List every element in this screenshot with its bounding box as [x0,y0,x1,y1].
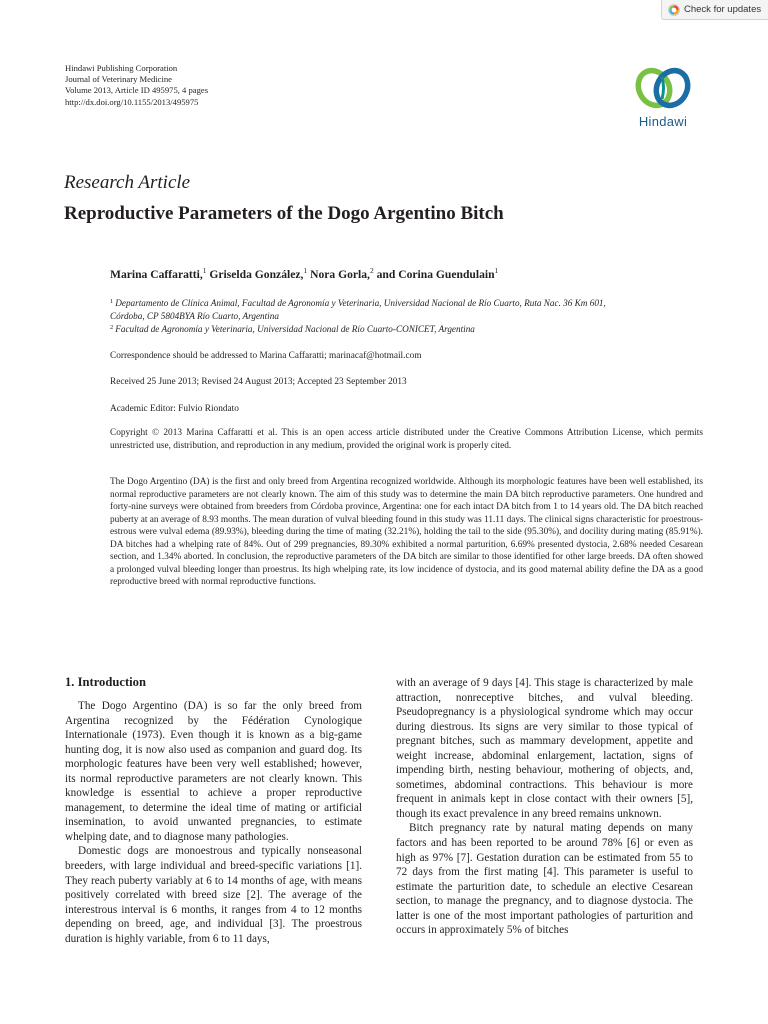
paragraph: Domestic dogs are monoestrous and typically nonseasonal breeders, with large individual and breed-specific variations [1]. They reach puberty variably at 6 to 14 months of age, with means positively correlated with breed size [2]. The average of the interestrous interval is 6 months, it ranges from 4 to 12 months depending on breed, age, and individual [3]. The proestrous duration is highly variable, from 6 to 11 days, [65,845,362,945]
affiliation-mark: 2 [110,324,114,331]
abstract: The Dogo Argentino (DA) is the first and only breed from Argentina recognized worldwide. Although its morphologic features have been well established, its normal reproductive parameters are not clearly known. The aim of this study was to determine the main DA bitch reproductive parameters. One hundred and forty-nine surveys were obtained from breeders from Córdoba province, Argentina: one for each intact DA bitch from 1 to 14 years old. The DA bitch reached puberty at an average of 8.93 months. The mean duration of vulval bleeding found in this study was 11.11 days. The clinical signs characteristic for proestrous-estrous were vulval edema (89.93%), bleeding during the time of mating (32.21%), holding the tail to the side (95.30%), and docility during mating (85.91%). DA bitches had a whelping rate of 84%. Out of 299 pregnancies, 89.30% exhibited a normal parturition, 6.69% presented dystocia, 2.68% needed Cesarean section, and 1.34% aborted. In conclusion, the reproductive parameters of the DA bitch are similar to those identified for other large breeds. DA often showed a prolonged vulval bleeding longer than proestrus. Its high whelping rate, its low incidence of dystocia, and its good maternal ability define the DA as a good reproductive breed with normal reproductive functions. [110,477,703,588]
article-type: Research Article [64,172,191,193]
affiliation-1 [110,296,710,336]
volume-line: Volume 2013, Article ID 495975, 4 pages [65,85,209,96]
paragraph: with an average of 9 days [4]. This stage is characterized by male attraction, nonreceptive bitches, and vulval bleeding. Pseudopregnancy is a physiological syndrome which may occur during diestrous. Its signs are very similar to those typical of pregnant bitches, such as mammary development, appetite and weight increase, abdominal enlargement, lactation, signs of impending birth, nesting behaviour, mothering of objects, and, sometimes, abdominal contractions. This behaviour is more frequent in animals kept in close contact with their owners [5], though its exact prevalence in any breed remains unknown. [396,677,693,820]
author-affiliation-mark: 1 [303,266,308,275]
crossmark-icon [668,4,680,16]
correspondence: Correspondence should be addressed to Marina Caffaratti; marinacaf@hotmail.com [110,351,422,361]
author-name: Marina Caffaratti, [110,268,203,281]
left-column [65,699,362,946]
author-name: Griselda González, [206,268,304,281]
journal-header [65,63,208,108]
paragraph: Bitch pregnancy rate by natural mating depends on many factors and has been reported to be around 78% [6] or even as high as 97% [7]. Gestation duration can be estimated from 55 to 72 days from the first mating [4]. This parameter is useful to estimate the parturition date, to schedule an elective Cesarean section, to manage the pregnancy, and to diagnose dystocia. The latter is one of the most important pathologies of parturition and occurs in approximately 5% of bitches [396,822,693,937]
affiliation-mark: 1 [110,298,114,305]
author-list [110,266,498,281]
author-name: and Corina Guendulain [373,268,495,281]
publisher-line: Hindawi Publishing Corporation [65,63,178,73]
received-dates: Received 25 June 2013; Revised 24 August 2013; Accepted 23 September 2013 [110,377,407,387]
hindawi-logo-text: Hindawi [638,114,688,129]
author-affiliation-mark: 1 [494,266,499,275]
copyright-notice: Copyright © 2013 Marina Caffaratti et al. This is an open access article distributed under the Creative Commons Attribution License, which permits unrestricted use, distribution, and reproduction in any medium, provided the original work is properly cited. [110,428,703,451]
paragraph: The Dogo Argentino (DA) is so far the only breed from Argentina recognized by the Fédération Cynologique Internationale (1973). Even though it is known as a big-game hunting dog, it is now also used as companion and guard dog. Its morphologic features have been very well established; however, its normal reproductive parameters are not clearly known. This knowledge is essential to achieve a proper reproductive management, to determine the ideal time of mating or artificial insemination, to avoid unwanted pregnancies, to estimate whelping date, and to diagnose many pathologies. [65,700,362,843]
author-name: Nora Gorla, [307,268,370,281]
paper-title: Reproductive Parameters of the Dogo Argentino Bitch [64,203,504,224]
section-heading-introduction: 1. Introduction [65,675,146,689]
author-affiliation-mark: 1 [202,266,207,275]
right-column [396,676,693,938]
affiliation-line: Departamento de Clínica Animal, Facultad de Agronomía y Veterinaria, Universidad Nacional de Río Cuarto, Ruta Nac. 36 Km 601, [115,298,606,308]
author-affiliation-mark: 2 [369,266,374,275]
affiliation-line: Facultad de Agronomía y Veterinaria, Universidad Nacional de Río Cuarto-CONICET, Argentina [115,324,475,334]
academic-editor: Academic Editor: Fulvio Riondato [110,404,239,414]
doi-link[interactable]: http://dx.doi.org/10.1155/2013/495975 [65,96,199,107]
hindawi-rings-icon [618,64,708,114]
journal-name: Journal of Veterinary Medicine [65,74,172,85]
affiliation-line: Córdoba, CP 5804BYA Río Cuarto, Argentina [110,310,279,321]
check-for-updates-button[interactable] [661,0,768,20]
hindawi-logo [618,64,708,132]
check-for-updates-label: Check for updates [684,4,762,15]
